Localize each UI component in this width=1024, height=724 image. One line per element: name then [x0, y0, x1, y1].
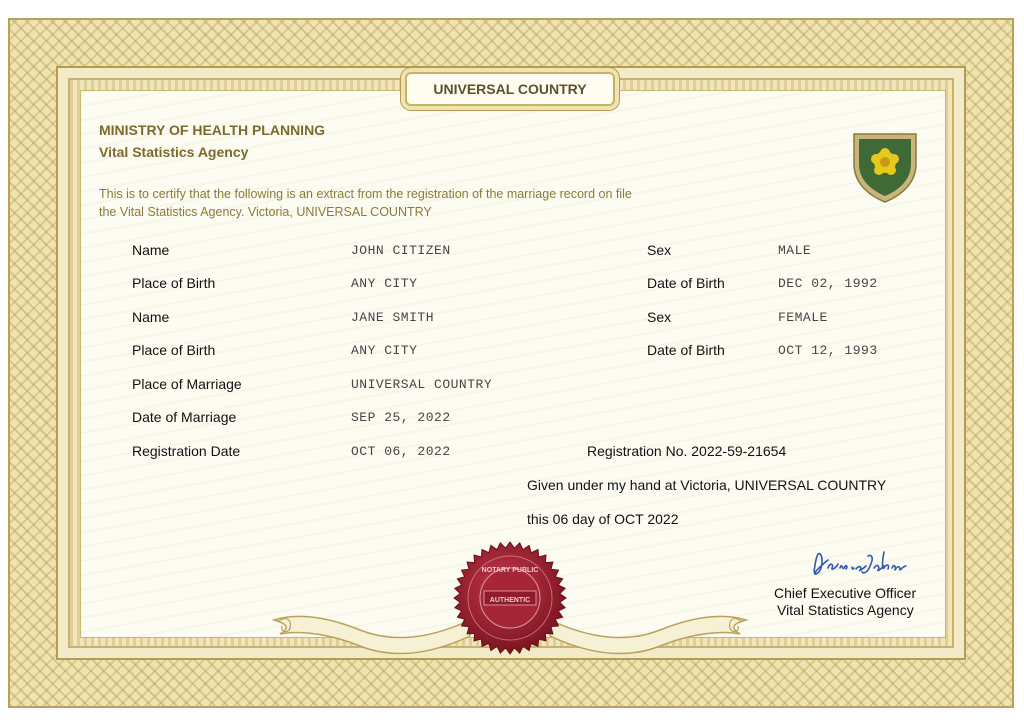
bride-birthplace-label: Place of Birth — [132, 342, 216, 358]
marriage-place-label: Place of Marriage — [132, 376, 242, 392]
bride-birthplace-value: ANY CITY — [351, 343, 418, 358]
marriage-place-value: UNIVERSAL COUNTRY — [351, 377, 493, 392]
bride-sex-value: FEMALE — [778, 310, 828, 325]
groom-name-value: JOHN CITIZEN — [351, 243, 451, 258]
issue-day-line: this 06 day of OCT 2022 — [527, 511, 679, 527]
country-title-plate: UNIVERSAL COUNTRY — [405, 72, 615, 106]
groom-dob-label: Date of Birth — [647, 275, 725, 291]
given-under-hand-line: Given under my hand at Victoria, UNIVERSAL COUNTRY — [527, 477, 887, 493]
registration-date-label: Registration Date — [132, 443, 241, 459]
wax-seal-icon — [452, 540, 568, 656]
bride-name-value: JANE SMITH — [351, 310, 435, 325]
bride-sex-label: Sex — [647, 309, 672, 325]
registration-date-value: OCT 06, 2022 — [351, 444, 451, 459]
agency-heading: Vital Statistics Agency — [99, 144, 249, 160]
certification-line-1: This is to certify that the following is an extract from the registration of the marriage record on file — [99, 187, 632, 201]
bride-name-label: Name — [132, 309, 170, 325]
marriage-date-label: Date of Marriage — [132, 409, 237, 425]
bride-dob-label: Date of Birth — [647, 342, 725, 358]
seal-center-text: AUTHENTIC — [489, 597, 531, 604]
groom-dob-value: DEC 02, 1992 — [778, 276, 878, 291]
marriage-date-value: SEP 25, 2022 — [351, 410, 451, 425]
certification-statement — [99, 185, 719, 221]
groom-name-label: Name — [132, 242, 170, 258]
coat-of-arms-icon — [850, 130, 920, 204]
groom-sex-value: MALE — [778, 243, 812, 258]
handwritten-signature — [808, 546, 908, 582]
ministry-heading: MINISTRY OF HEALTH PLANNING — [99, 122, 326, 138]
groom-birthplace-value: ANY CITY — [351, 276, 418, 291]
officer-title: Chief Executive Officer — [774, 585, 917, 601]
bride-dob-value: OCT 12, 1993 — [778, 343, 878, 358]
certification-line-2: the Vital Statistics Agency. Victoria, UNIVERSAL COUNTRY — [99, 205, 432, 219]
groom-birthplace-label: Place of Birth — [132, 275, 216, 291]
officer-agency: Vital Statistics Agency — [777, 602, 914, 618]
groom-sex-label: Sex — [647, 242, 672, 258]
seal-ring-text: NOTARY PUBLIC — [481, 567, 539, 574]
registration-number: Registration No. 2022-59-21654 — [587, 443, 787, 459]
